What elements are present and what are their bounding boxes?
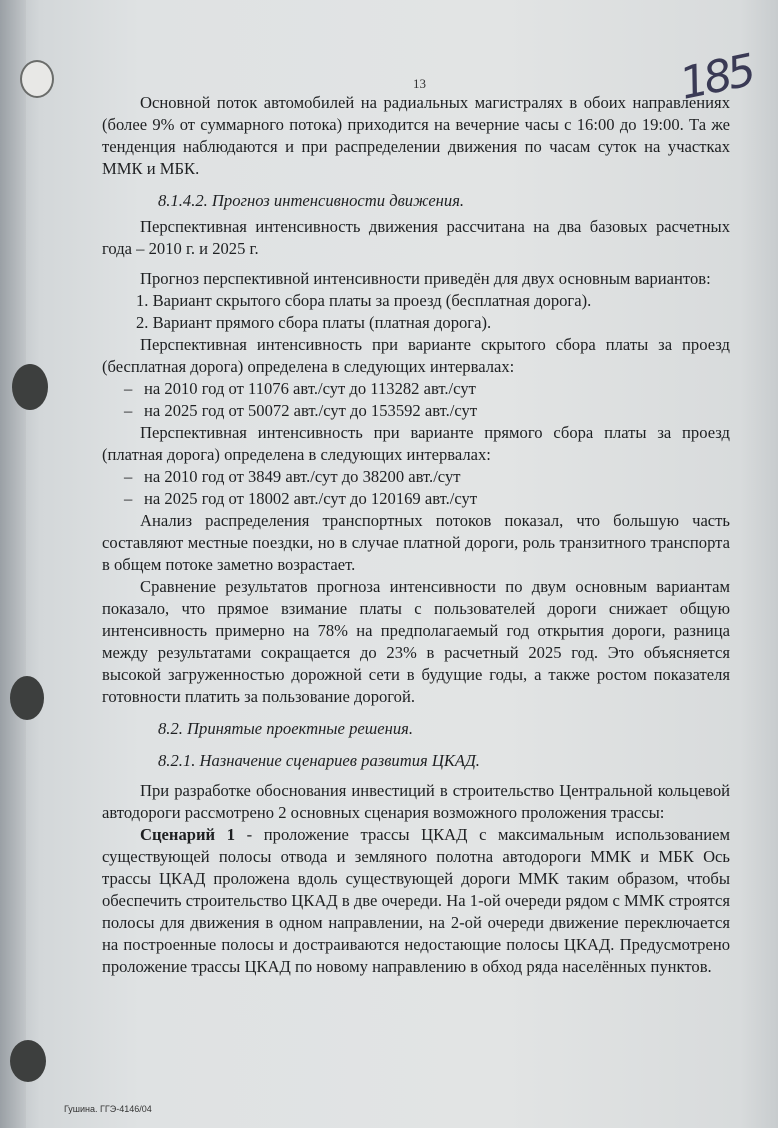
handwritten-page-number: 185 [675,45,757,110]
list-item: – на 2025 год от 50072 авт./сут до 153592 авт./сут [102,400,730,422]
footer-note: Гушина. ГГЭ-4146/04 [64,1104,152,1114]
paragraph: Анализ распределения транспортных потоков показал, что большую часть составляют местные поездки, но в случае платной дороги, роль транзитного транспорта в общем потоке заметно возрастает. [102,511,730,574]
paragraph: При разработке обоснования инвестиций в строительство Центральной кольцевой автодороги рассмотрено 2 основных сценария возможного проложения трассы: [102,781,730,822]
list-item: 2. Вариант прямого сбора платы (платная дорога). [136,313,492,332]
scenario-text: - проложение трассы ЦКАД с максимальным использованием существующей полосы отвода и земляного полотна автодороги ММК и МБК Ось трассы ЦКАД проложена вдоль существующей дороги ММК таким образом, чтобы обеспечить строительство ЦКАД в две очереди. На 1-ой очереди рядом с ММК строятся полосы для движения в одном направлении, на 2-ой очереди движение переключается на построенные полосы и достраиваются недостающие полосы ЦКАД. Предусмотрено проложение трассы ЦКАД по новому направлению в обход ряда населённых пунктов. [102,825,730,976]
punch-hole [10,676,44,720]
section-heading: 8.2.1. Назначение сценариев развития ЦКАД. [158,751,480,770]
page-number: 13 [413,76,426,91]
scenario-title: Сценарий 1 [140,825,236,844]
punch-hole [10,1040,46,1082]
paragraph: Перспективная интенсивность движения рассчитана на два базовых расчетных года – 2010 г. и 2025 г. [102,217,730,258]
paragraph: Перспективная интенсивность при варианте прямого сбора платы за проезд (платная дорога) определена в следующих интервалах: [102,423,730,464]
punch-hole [20,60,54,98]
list-item: – на 2010 год от 11076 авт./сут до 113282 авт./сут [102,378,730,400]
paragraph: Основной поток автомобилей на радиальных магистралях в обоих направлениях (более 9% от суммарного потока) приходится на вечерние часы с 16:00 до 19:00. Та же тенденция наблюдаются и при распределении движения по часам суток на участках ММК и МБК. [102,93,730,178]
body-text [102,92,730,978]
section-heading: 8.2. Принятые проектные решения. [158,719,414,738]
paragraph: Сравнение результатов прогноза интенсивности по двум основным вариантам показало, что прямое взимание платы с пользователей дороги снижает общую интенсивность примерно на 78% на предполагаемый год открытия дороги, разница между результатами сокращается до 23% в расчетный 2025 год. Это объясняется высокой загруженностью дорожной сети в будущие годы, а также ростом показателя готовности платить за пользование дорогой. [102,577,730,706]
list-item: 1. Вариант скрытого сбора платы за проезд (бесплатная дорога). [136,291,592,310]
section-heading: 8.1.4.2. Прогноз интенсивности движения. [158,191,465,210]
paragraph: Перспективная интенсивность при варианте скрытого сбора платы за проезд (бесплатная дорога) определена в следующих интервалах: [102,335,730,376]
binding-spine [0,0,26,1128]
list-item: – на 2010 год от 3849 авт./сут до 38200 авт./сут [102,466,730,488]
list-item: – на 2025 год от 18002 авт./сут до 120169 авт./сут [102,488,730,510]
punch-hole [12,364,48,410]
paragraph [102,824,730,978]
paragraph: Прогноз перспективной интенсивности приведён для двух основным вариантов: [140,269,711,288]
